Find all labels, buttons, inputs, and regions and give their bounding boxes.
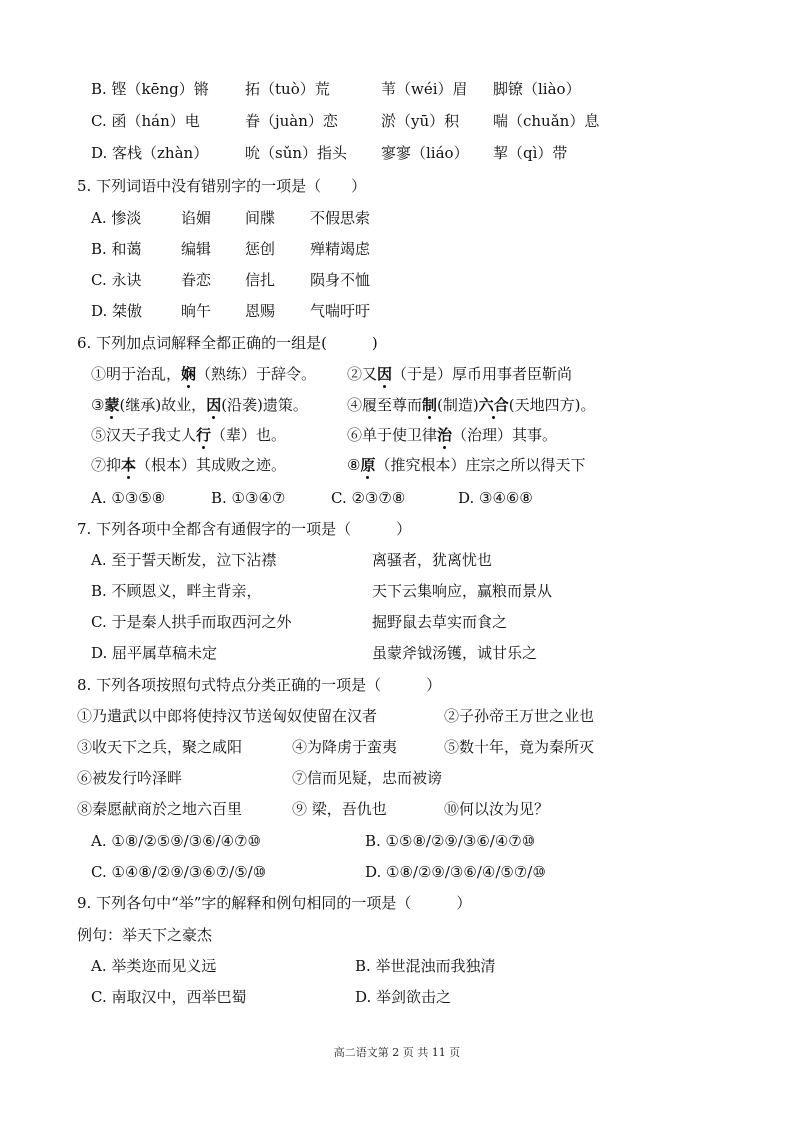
q8-item-5: ⑤数十年，竟为秦所灭 [444, 738, 595, 756]
q5-b-4: 殚精竭虑 [310, 240, 371, 258]
q4-b-3: 苇（wéi）眉 [381, 80, 468, 98]
q6-stem: 6. 下列加点词解释全都正确的一组是( ) [77, 334, 378, 352]
q6-item-1-post: （熟练）于辞令。 [196, 365, 317, 383]
q6-option-c: C. ②③⑦⑧ [331, 489, 406, 507]
q6-item-7-post: （根本）其成败之迹。 [136, 456, 287, 474]
q4-c-4: 喘（chuǎn）息 [493, 112, 600, 130]
q5-a-4: 不假思索 [310, 209, 371, 227]
q6-item-4-dotted: 制 [422, 396, 438, 414]
q5-c-2: 眷恋 [181, 271, 212, 289]
q6-item-4-dotted-2: 六合 [478, 396, 509, 414]
q6-item-7-pre: ⑦抑 [91, 456, 122, 474]
q4-d-1: D. 客栈（zhàn） [91, 144, 209, 162]
q6-item-2-dotted: 因 [377, 365, 393, 383]
q6-item-8 [347, 455, 585, 475]
q5-c-1: C. 永诀 [91, 271, 142, 289]
q6-item-4-mid: (制造) [437, 396, 479, 414]
q5-d-1: D. 桀傲 [91, 302, 143, 320]
q6-item-8-post: （推究根本）庄宗之所以得天下 [375, 456, 586, 474]
q4-d-2: 吮（sǔn）指头 [245, 144, 348, 162]
q8-stem: 8. 下列各项按照句式特点分类正确的一项是（ ） [77, 676, 442, 694]
q6-item-4-pre: ④履至尊而 [347, 396, 423, 414]
q7-a-1: A. 至于誓天断发，泣下沾襟 [91, 551, 277, 569]
q6-item-6 [347, 425, 557, 445]
q8-item-7: ⑦信而见疑，忠而被谤 [292, 769, 443, 787]
q6-item-5 [91, 425, 286, 445]
q5-b-2: 编辑 [181, 240, 212, 258]
q6-item-4 [347, 395, 595, 415]
q6-item-3-mid: (继承)故业， [119, 396, 207, 414]
q8-item-10: ⑩何以汝为见？ [444, 800, 550, 818]
q9-option-c: C. 南取汉中，西举巴蜀 [91, 988, 247, 1006]
q8-item-3: ③收天下之兵，聚之咸阳 [77, 738, 243, 756]
q6-option-b: B. ①③④⑦ [211, 489, 286, 507]
q4-c-3: 淤（yū）积 [381, 112, 460, 130]
q6-item-6-pre: ⑥单于使卫律 [347, 426, 438, 444]
q9-option-d: D. 举剑欲击之 [355, 988, 452, 1006]
q7-d-1: D. 屈平属草稿未定 [91, 644, 218, 662]
q9-example: 例句：举天下之豪杰 [77, 926, 213, 944]
q8-option-c: C. ①④⑧/②⑨/③⑥⑦/⑤/⑩ [91, 863, 267, 881]
q4-b-2: 拓（tuò）荒 [245, 80, 330, 98]
q6-item-2-post: （于是）厚币用事者臣靳尚 [392, 365, 573, 383]
q8-item-2: ②子孙帝王万世之业也 [444, 707, 595, 725]
q6-item-5-post: （辈）也。 [211, 426, 287, 444]
q8-item-4: ④为降虏于蛮夷 [292, 738, 398, 756]
q6-item-1-pre: ①明于治乱， [91, 365, 182, 383]
q9-stem: 9. 下列各句中“举”字的解释和例句相同的一项是（ ） [77, 894, 472, 912]
q5-d-3: 恩赐 [245, 302, 276, 320]
q5-stem: 5. 下列词语中没有错别字的一项是（ ） [77, 177, 367, 195]
q7-stem: 7. 下列各项中全都含有通假字的一项是（ ） [77, 520, 412, 538]
q4-d-4: 挈（qì）带 [493, 144, 568, 162]
q8-item-9: ⑨ 梁，吾仇也 [292, 800, 387, 818]
q6-item-8-dotted: 原 [360, 456, 376, 474]
q5-a-3: 间牒 [245, 209, 276, 227]
q5-d-4: 气喘吁吁 [310, 302, 371, 320]
q9-option-a: A. 举类迩而见义远 [91, 957, 217, 975]
q6-item-3-dotted: 蒙 [104, 396, 120, 414]
q6-item-3-post: (沿袭)遗策。 [221, 396, 308, 414]
q8-option-b: B. ①⑤⑧/②⑨/③⑥/④⑦⑩ [365, 832, 536, 850]
q4-c-2: 眷（juàn）恋 [245, 112, 338, 130]
q5-c-4: 陨身不恤 [310, 271, 371, 289]
q6-item-2 [347, 364, 572, 384]
q5-a-2: 谄媚 [181, 209, 212, 227]
q6-item-4-post: (天地四方)。 [508, 396, 596, 414]
q6-item-3-pre: ③ [91, 396, 105, 414]
q4-b-4: 脚镣（liào） [493, 80, 581, 98]
q6-item-7-dotted: 本 [121, 456, 137, 474]
q6-option-a: A. ①③⑤⑧ [91, 489, 166, 507]
q5-a-1: A. 惨淡 [91, 209, 142, 227]
q6-item-2-pre: ②又 [347, 365, 378, 383]
q5-b-1: B. 和蔼 [91, 240, 142, 258]
q7-c-2: 掘野鼠去草实而食之 [372, 613, 508, 631]
q4-d-3: 寥寥（liáo） [381, 144, 469, 162]
q6-item-3 [91, 395, 308, 415]
q6-item-3-dotted-2: 因 [206, 396, 222, 414]
q6-option-d: D. ③④⑥⑧ [458, 489, 533, 507]
q7-a-2: 离骚者，犹离忧也 [372, 551, 493, 569]
q6-item-7 [91, 455, 286, 475]
q5-b-3: 惩创 [245, 240, 276, 258]
q7-b-1: B. 不顾恩义，畔主背亲， [91, 582, 262, 600]
q4-c-1: C. 函（hán）电 [91, 112, 200, 130]
q6-item-5-pre: ⑤汉天子我丈人 [91, 426, 197, 444]
page-footer: 高二语文第 2 页 共 11 页 [333, 1046, 461, 1059]
q9-option-b: B. 举世混浊而我独清 [355, 957, 496, 975]
q7-c-1: C. 于是秦人拱手而取西河之外 [91, 613, 292, 631]
q6-item-8-pre: ⑧ [347, 456, 361, 474]
q8-item-6: ⑥被发行吟泽畔 [77, 769, 183, 787]
q6-item-6-post: （治理）其事。 [452, 426, 558, 444]
q8-option-d: D. ①⑧/②⑨/③⑥/④/⑤⑦/⑩ [365, 863, 546, 881]
q8-option-a: A. ①⑧/②⑤⑨/③⑥/④⑦⑩ [91, 832, 262, 850]
q6-item-1-dotted: 娴 [181, 365, 197, 383]
q5-d-2: 晌午 [181, 302, 212, 320]
q7-d-2: 虽蒙斧钺汤镬，诚甘乐之 [372, 644, 538, 662]
q8-item-1: ①乃遣武以中郎将使持汉节送匈奴使留在汉者 [77, 707, 378, 725]
q6-item-5-dotted: 行 [196, 426, 212, 444]
q8-item-8: ⑧秦愿献商於之地六百里 [77, 800, 243, 818]
q5-c-3: 信扎 [245, 271, 276, 289]
q6-item-1 [91, 364, 316, 384]
q6-item-6-dotted: 治 [437, 426, 453, 444]
q7-b-2: 天下云集响应，赢粮而景从 [372, 582, 553, 600]
q4-b-1: B. 铿（kēng）锵 [91, 80, 209, 98]
